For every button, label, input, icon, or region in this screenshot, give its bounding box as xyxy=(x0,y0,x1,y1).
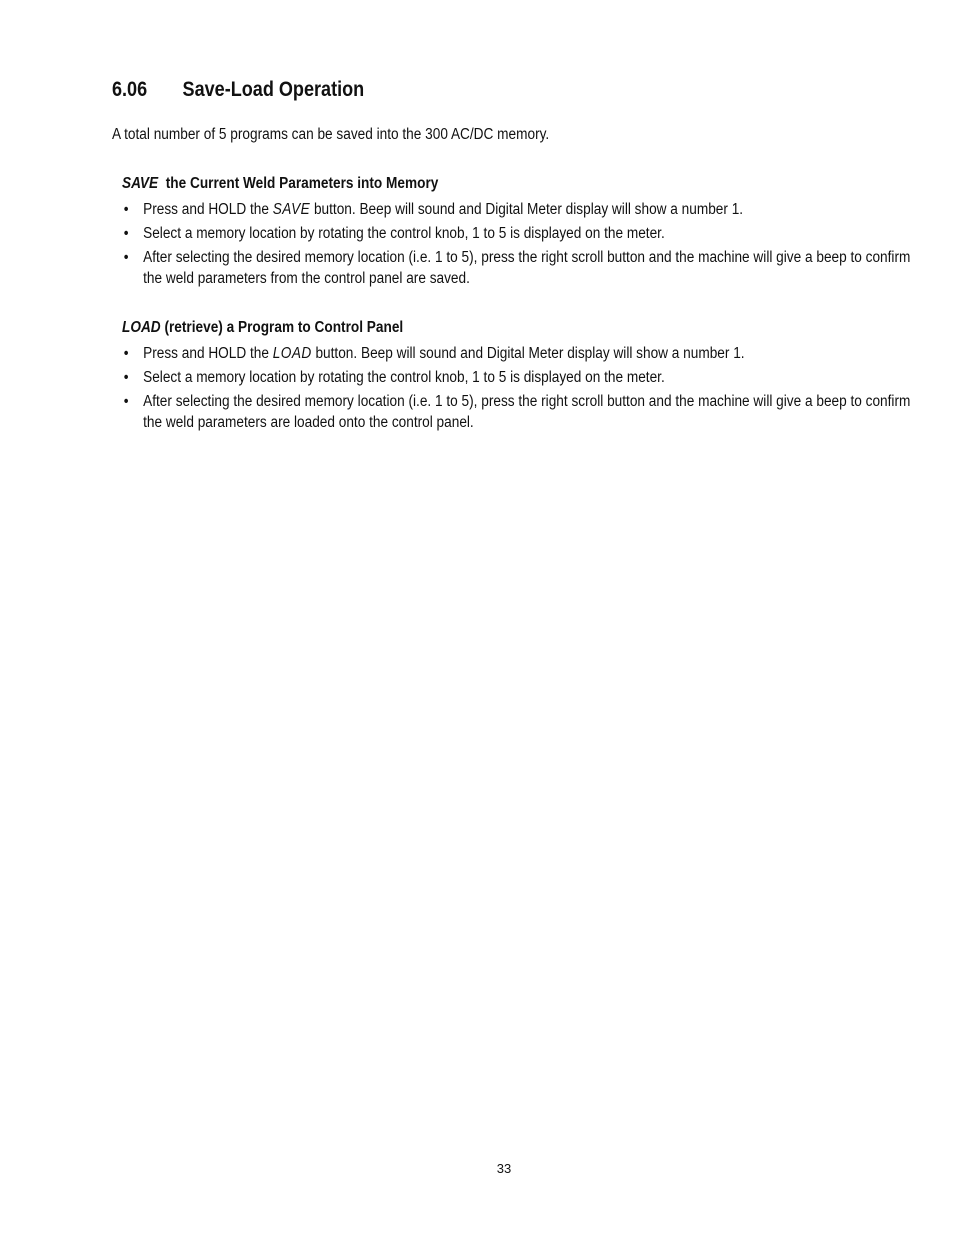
save-steps-list xyxy=(122,199,914,292)
load-subheading xyxy=(122,319,403,337)
bullet-icon: • xyxy=(123,201,129,218)
save-heading-text: the Current Weld Parameters into Memory xyxy=(165,175,439,192)
list-item: • Press and HOLD the SAVE button. Beep will sound and Digital Meter display will show a number 1. xyxy=(123,201,744,218)
page-number: 33 xyxy=(496,1161,512,1176)
intro-paragraph: A total number of 5 programs can be saved into the 300 AC/DC memory. xyxy=(112,126,550,143)
bullet-icon: • xyxy=(123,369,129,386)
load-heading-text: (retrieve) a Program to Control Panel xyxy=(164,319,404,336)
list-item: • Press and HOLD the LOAD button. Beep will sound and Digital Meter display will show a number 1. xyxy=(123,345,745,362)
list-item: • After selecting the desired memory location (i.e. 1 to 5), press the right scroll button and the machine will give a beep to confirm the weld parameters from the control panel are saved. xyxy=(123,249,911,287)
section-heading xyxy=(112,78,364,102)
load-keyword-inline: LOAD xyxy=(272,345,312,362)
list-item: • After selecting the desired memory location (i.e. 1 to 5), press the right scroll button and the machine will give a beep to confirm the weld parameters are loaded onto the control panel. xyxy=(123,393,911,431)
bullet-icon: • xyxy=(123,225,129,242)
load-keyword: LOAD xyxy=(122,319,161,336)
list-item: • Select a memory location by rotating the control knob, 1 to 5 is displayed on the meter. xyxy=(123,369,665,386)
bullet-icon: • xyxy=(123,249,129,266)
save-subheading xyxy=(122,175,438,193)
list-item: • Select a memory location by rotating the control knob, 1 to 5 is displayed on the meter. xyxy=(123,225,665,242)
section-number: 6.06 xyxy=(112,78,148,101)
section-title: Save-Load Operation xyxy=(182,78,365,101)
save-keyword: SAVE xyxy=(122,175,159,192)
bullet-icon: • xyxy=(123,345,129,362)
load-steps-list xyxy=(122,343,914,436)
save-keyword-inline: SAVE xyxy=(272,201,311,218)
bullet-icon: • xyxy=(123,393,129,410)
